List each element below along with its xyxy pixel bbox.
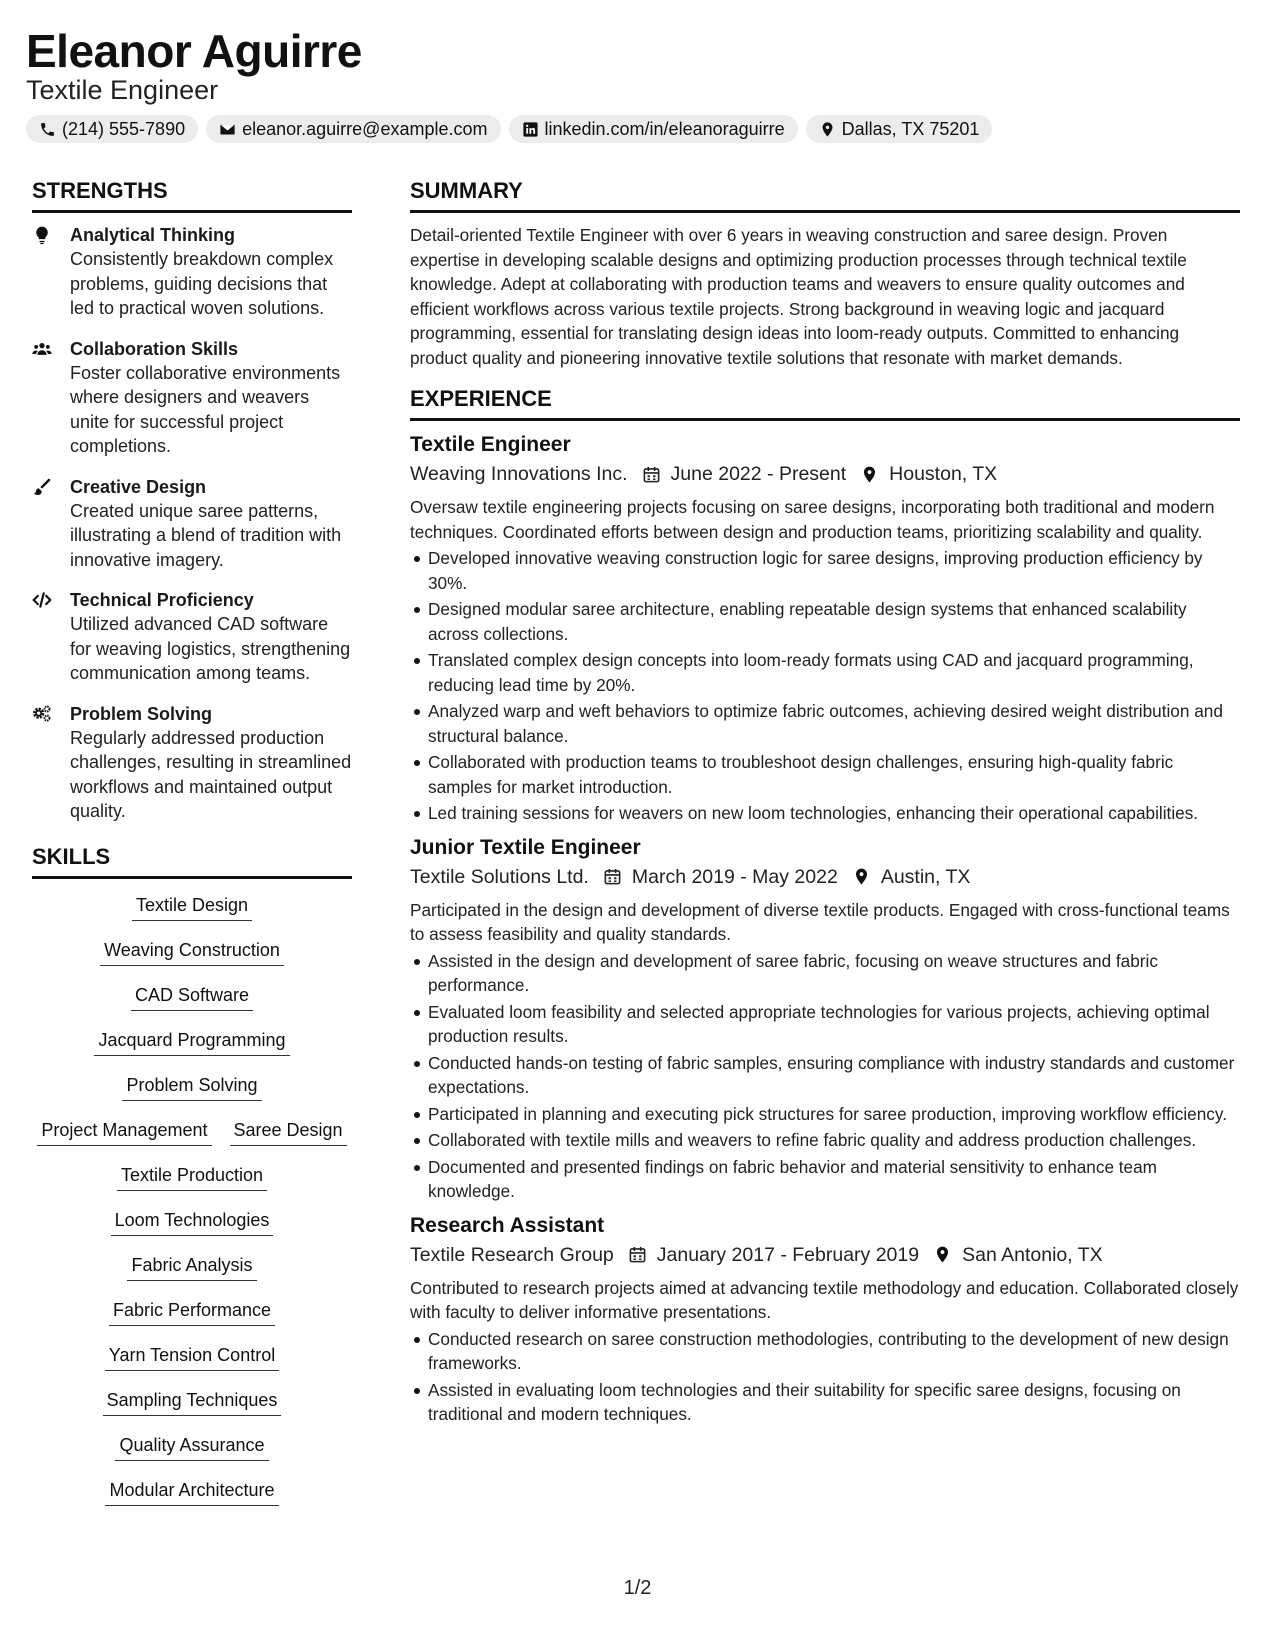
job-bullet: Conducted research on saree construction methodologies, contributing to the development of new design frameworks. xyxy=(428,1327,1240,1376)
skill-row xyxy=(32,1073,352,1118)
contact-location xyxy=(806,115,993,143)
location-icon xyxy=(819,121,836,138)
skill-tag: Fabric Performance xyxy=(109,1298,275,1326)
job-title: Textile Engineer xyxy=(410,433,571,456)
skill-row xyxy=(32,938,352,983)
job-bullet: Translated complex design concepts into loom-ready formats using CAD and jacquard programming, reducing lead time by 20%. xyxy=(428,648,1240,697)
job-dates: June 2022 - Present xyxy=(670,463,847,485)
job-entry xyxy=(410,431,1240,826)
job-bullet: Led training sessions for weavers on new loom technologies, enhancing their operational capabilities. xyxy=(428,801,1240,826)
skill-row xyxy=(32,1118,352,1163)
skill-tag: Weaving Construction xyxy=(100,938,284,966)
job-company: Weaving Innovations Inc. xyxy=(410,463,628,485)
contact-linkedin[interactable] xyxy=(509,115,798,143)
strength-desc: Created unique saree patterns, illustrating a blend of tradition with innovative imagery. xyxy=(70,500,342,570)
contact-phone-text: (214) 555-7890 xyxy=(62,118,186,139)
job-bullet: Designed modular saree architecture, enabling repeatable design systems that enhanced scalability across collections. xyxy=(428,597,1240,646)
skill-tag: Loom Technologies xyxy=(111,1208,274,1236)
skill-row xyxy=(32,1163,352,1208)
contact-email[interactable] xyxy=(206,115,500,143)
skill-tag: Project Management xyxy=(37,1118,211,1146)
location-icon xyxy=(860,465,879,484)
left-column xyxy=(32,178,352,1523)
contact-email-text: eleanor.aguirre@example.com xyxy=(242,118,488,139)
code-icon xyxy=(32,590,52,610)
calendar-icon xyxy=(642,465,661,484)
users-icon xyxy=(32,339,52,359)
skill-row xyxy=(32,983,352,1028)
calendar-icon xyxy=(603,867,622,886)
skill-row xyxy=(32,1478,352,1523)
skill-row xyxy=(32,893,352,938)
skill-row xyxy=(32,1028,352,1073)
strength-title: Technical Proficiency xyxy=(70,590,254,610)
envelope-icon xyxy=(219,121,236,138)
right-column xyxy=(410,178,1240,1435)
skill-tag: Modular Architecture xyxy=(105,1478,278,1506)
phone-icon xyxy=(39,121,56,138)
job-bullet: Documented and presented findings on fabric behavior and material sensitivity to enhance team knowledge. xyxy=(428,1155,1240,1204)
skill-row xyxy=(32,1433,352,1478)
job-bullet: Assisted in evaluating loom technologies and their suitability for specific saree designs, focusing on traditional and modern techniques. xyxy=(428,1378,1240,1427)
job-description: Participated in the design and development of diverse textile products. Engaged with cross-functional teams to assess feasibility and quality standards. xyxy=(410,899,1230,944)
strength-desc: Regularly addressed production challenges, resulting in streamlined workflows and maintained output quality. xyxy=(70,727,352,821)
job-title: Research Assistant xyxy=(410,1213,605,1237)
skill-tag: Saree Design xyxy=(230,1118,347,1146)
skill-tag: Quality Assurance xyxy=(115,1433,268,1461)
job-bullet: Assisted in the design and development of saree fabric, focusing on weave structures and fabric performance. xyxy=(428,949,1240,998)
job-bullet: Analyzed warp and weft behaviors to optimize fabric outcomes, achieving desired weight distribution and structural balance. xyxy=(428,699,1240,748)
summary-text: Detail-oriented Textile Engineer with over 6 years in weaving construction and saree design. Proven expertise in developing scalable designs and optimizing production processes through technical textile knowledge. Adept at collaborating with production teams and weavers to ensure quality outcomes and efficient workflows across various textile projects. Strong background in weaving logic and jacquard programming, essential for translating design ideas into loom-ready outputs. Committed to enhancing product quality and pioneering innovative textile solutions that resonate with market demands. xyxy=(410,225,1187,368)
skills-heading: SKILLS xyxy=(32,844,352,879)
strengths-heading: STRENGTHS xyxy=(32,178,352,213)
job-meta xyxy=(410,1240,1240,1270)
skill-tag: Problem Solving xyxy=(122,1073,261,1101)
page-number: 1/2 xyxy=(623,1577,652,1599)
calendar-icon xyxy=(628,1245,647,1264)
job-company: Textile Solutions Ltd. xyxy=(410,865,589,888)
job-description: Contributed to research projects aimed at advancing textile methodology and education. Collaborated closely with faculty to deliver informative presentations. xyxy=(410,1277,1239,1322)
paintbrush-icon xyxy=(32,477,52,497)
strength-title: Analytical Thinking xyxy=(70,225,236,245)
job-meta xyxy=(410,459,1240,489)
job-bullets xyxy=(410,949,1240,1204)
strength-title: Creative Design xyxy=(70,476,207,497)
skill-row xyxy=(32,1343,352,1388)
strength-item xyxy=(32,475,352,573)
job-description: Oversaw textile engineering projects focusing on saree designs, incorporating both traditional and modern techniques. Coordinated efforts between design and production teams, prioritizing scalability and quality. xyxy=(410,497,1215,542)
candidate-title: Textile Engineer xyxy=(26,75,219,105)
strength-desc: Foster collaborative environments where designers and weavers unite for successful project completions. xyxy=(70,362,341,456)
job-location: Houston, TX xyxy=(889,463,998,485)
job-bullet: Developed innovative weaving construction logic for saree designs, improving production efficiency by 30%. xyxy=(428,546,1240,595)
skill-row xyxy=(32,1208,352,1253)
contact-bar xyxy=(26,115,1249,143)
strength-item xyxy=(32,702,352,824)
job-bullet: Collaborated with textile mills and weavers to refine fabric quality and address production challenges. xyxy=(428,1128,1240,1153)
contact-linkedin-text: linkedin.com/in/eleanoraguirre xyxy=(544,118,785,139)
skill-row xyxy=(32,1388,352,1433)
job-bullets xyxy=(410,1327,1240,1427)
skill-tag: Textile Design xyxy=(132,893,252,921)
strength-desc: Utilized advanced CAD software for weaving logistics, strengthening communication among teams. xyxy=(70,614,351,683)
job-bullet: Participated in planning and executing pick structures for saree production, improving workflow efficiency. xyxy=(428,1102,1240,1127)
job-entry xyxy=(410,834,1240,1204)
job-bullet: Collaborated with production teams to troubleshoot design challenges, ensuring high-quality fabric samples for market introduction. xyxy=(428,750,1240,799)
skill-row xyxy=(32,1298,352,1343)
job-company: Textile Research Group xyxy=(410,1243,614,1266)
job-title: Junior Textile Engineer xyxy=(410,835,641,859)
job-bullet: Conducted hands-on testing of fabric samples, ensuring compliance with industry standards and customer expectations. xyxy=(428,1051,1240,1100)
contact-location-text: Dallas, TX 75201 xyxy=(841,118,980,139)
job-location: Austin, TX xyxy=(880,865,971,888)
strength-desc: Consistently breakdown complex problems, guiding decisions that led to practical woven solutions. xyxy=(70,249,334,318)
strength-item xyxy=(32,588,352,686)
job-location: San Antonio, TX xyxy=(962,1243,1103,1266)
location-icon xyxy=(933,1245,952,1264)
job-bullets xyxy=(410,546,1240,826)
strength-item xyxy=(32,223,352,321)
candidate-name: Eleanor Aguirre xyxy=(26,25,362,77)
job-entry xyxy=(410,1212,1240,1427)
skills-list xyxy=(32,893,352,1523)
job-dates: March 2019 - May 2022 xyxy=(631,865,838,888)
job-meta xyxy=(410,862,1240,892)
skill-tag: Textile Production xyxy=(117,1163,267,1191)
job-dates: January 2017 - February 2019 xyxy=(656,1243,920,1266)
skill-tag: Fabric Analysis xyxy=(127,1253,256,1281)
gears-icon xyxy=(32,704,52,724)
contact-phone[interactable] xyxy=(26,115,198,143)
summary-heading: SUMMARY xyxy=(410,178,1240,213)
skill-row xyxy=(32,1253,352,1298)
linkedin-icon xyxy=(522,121,539,138)
location-icon xyxy=(852,867,871,886)
skill-tag: Jacquard Programming xyxy=(94,1028,289,1056)
strength-title: Collaboration Skills xyxy=(70,338,239,359)
skill-tag: Sampling Techniques xyxy=(103,1388,282,1416)
job-bullet: Evaluated loom feasibility and selected appropriate technologies for various projects, achieving optimal production results. xyxy=(428,1000,1240,1049)
skill-tag: Yarn Tension Control xyxy=(105,1343,279,1371)
experience-list xyxy=(410,431,1240,1427)
strength-item xyxy=(32,337,352,459)
skill-tag: CAD Software xyxy=(131,983,253,1011)
lightbulb-icon xyxy=(32,225,52,245)
strength-title: Problem Solving xyxy=(70,703,213,724)
resume-header xyxy=(26,26,1249,143)
experience-heading: EXPERIENCE xyxy=(410,386,1240,421)
